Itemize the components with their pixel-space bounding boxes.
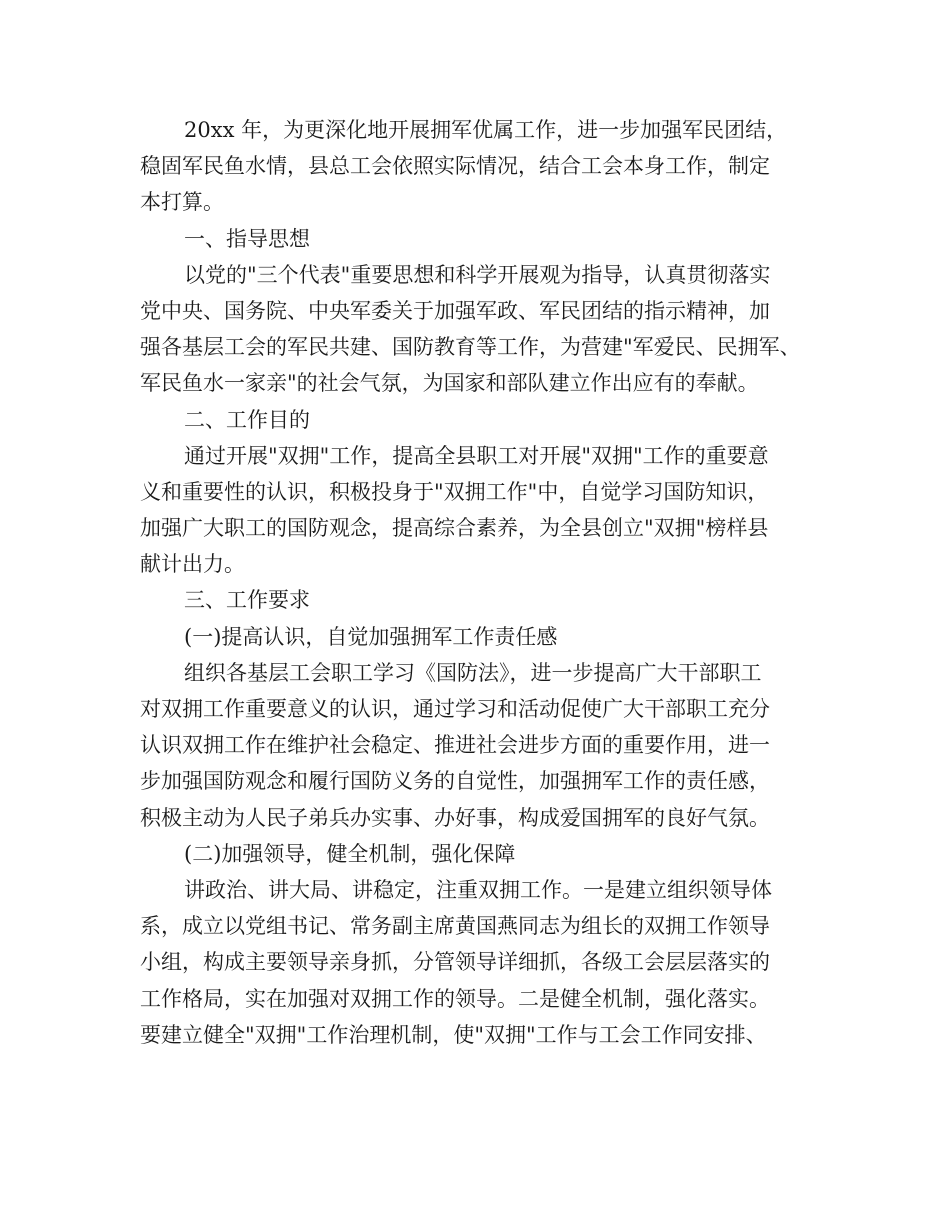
text-line: 小组，构成主要领导亲身抓，分管领导详细抓，各级工会层层落实的	[140, 950, 770, 975]
text-line: 步加强国防观念和履行国防义务的自觉性，加强拥军工作的责任感，	[140, 769, 770, 794]
text-line: 以党的"三个代表"重要思想和科学开展观为指导，认真贯彻落实	[184, 262, 771, 287]
text-line: 20xx 年，为更深化地开展拥军优属工作，进一步加强军民团结，	[184, 118, 788, 142]
text-line: 积极主动为人民子弟兵办实事、办好事，构成爱国拥军的良好气氛。	[140, 805, 770, 830]
text-line: 义和重要性的认识，积极投身于"双拥工作"中，自觉学习国防知识，	[140, 479, 769, 504]
text-line: 献计出力。	[140, 552, 245, 577]
text-line: 加强广大职工的国防观念，提高综合素养，为全县创立"双拥"榜样县	[140, 516, 769, 541]
text-line: 组织各基层工会职工学习《国防法》，进一步提高广大干部职工	[184, 660, 762, 685]
text-line: 认识双拥工作在维护社会稳定、推进社会进步方面的重要作用，进一	[140, 733, 770, 758]
text-line: (一)提高认识，自觉加强拥军工作责任感	[184, 624, 558, 649]
text-line: 对双拥工作重要意义的认识，通过学习和活动促使广大干部职工充分	[140, 697, 770, 721]
text-line: 稳固军民鱼水情，县总工会依照实际情况，结合工会本身工作，制定	[140, 154, 770, 179]
text-line: 工作格局，实在加强对双拥工作的领导。二是健全机制，强化落实。	[140, 986, 770, 1011]
text-line: 党中央、国务院、中央军委关于加强军政、军民团结的指示精神，加	[140, 298, 770, 323]
document-body	[140, 112, 830, 1053]
text-line: 讲政治、讲大局、讲稳定，注重双拥工作。一是建立组织领导体	[184, 877, 772, 902]
text-line: 二、工作目的	[184, 407, 310, 432]
text-line: 三、工作要求	[184, 588, 310, 613]
text-line: 要建立健全"双拥"工作治理机制，使"双拥"工作与工会工作同安排、	[140, 1022, 767, 1047]
text-line: (二)加强领导，健全机制，强化保障	[184, 841, 516, 866]
text-line: 系，成立以党组书记、常务副主席黄国燕同志为组长的双拥工作领导	[140, 914, 770, 939]
text-line: 一、指导思想	[184, 226, 310, 251]
text-line: 本打算。	[140, 190, 224, 215]
text-line: 强各基层工会的军民共建、国防教育等工作，为营建"军爱民、民拥军、	[140, 335, 801, 360]
text-line: 通过开展"双拥"工作，提高全县职工对开展"双拥"工作的重要意	[184, 443, 769, 468]
text-line: 军民鱼水一家亲"的社会气氛，为国家和部队建立作出应有的奉献。	[140, 371, 759, 396]
